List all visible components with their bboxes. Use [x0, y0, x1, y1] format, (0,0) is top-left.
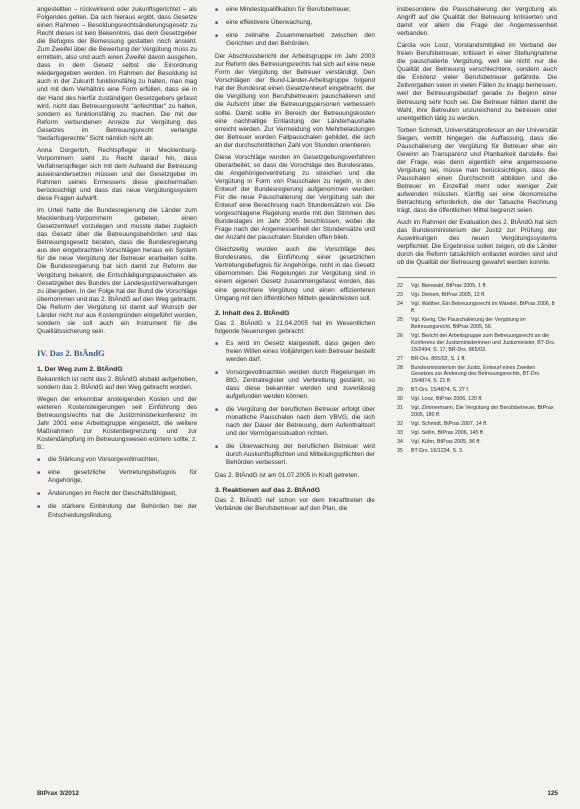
- footnote-text: Vgl. Walther, Ein Betreuungsrecht im Wandel, BtPrax 2006, 8 ff.: [411, 301, 555, 315]
- column-3: [397, 6, 557, 456]
- footnote: [397, 365, 557, 386]
- footnote-text: BT-Drs. 16/1234, S. 3.: [411, 447, 464, 454]
- footnote: [397, 356, 557, 363]
- paragraph: Wegen der erkennbar ansteigenden Kosten und der weiteren Kostensteigerungen seit Einführung des Betreuungsrechts hat die Justizministerkonferenz im Jahr 2001 eine Arbeitsgruppe eingesetzt, die weitere Maßnahmen zur Kostenbegrenzung und zur Kostendämpfung im Betreuungswesen erörtern sollte, z. B.:: [37, 395, 197, 452]
- paragraph: Carola von Looz, Vorstandsmitglied im Verband der freien Berufsbetreuer, kritisiert in einer Stellungnahme die pauschalierte Vergütung, weil sie nicht nur die Qualität der Betreuung verschlechtere, sondern auch die Existenz vieler Berufsbetreuer gefährde. Die Zeitvorgaben seien in vielen Fällen zu knapp bemessen, weil der Betreuungsbedarf gerade zu Beginn einer Betreuung sehr hoch sei. Die Betreuer hätten damit die Wahl, ihre Betreuten unzureichend zu betreuen oder unentgeltlich tätig zu werden.: [397, 42, 557, 122]
- footnote-text: Vgl. Zimmermann, Die Vergütung der Berufsbetreuer, BtPrax 2005, 180 ff.: [411, 405, 554, 418]
- footnote: [397, 430, 557, 437]
- list-item: ■ die stärkere Einbindung der Behörden bei der Entscheidungsfindung.: [37, 503, 197, 519]
- footnote-text: Vgl. Schmidt, BtPrax 2007, 14 ff.: [411, 420, 488, 427]
- footnote: [397, 405, 557, 419]
- footnote: [397, 292, 557, 299]
- list-item: ■ eine Mindestqualifikation für Berufsbetreuer,: [215, 6, 375, 14]
- bullet-list: [215, 340, 375, 468]
- subsection-heading: 2. Inhalt des 2. BtÄndG: [215, 309, 290, 317]
- footnote-number: 27: [397, 355, 403, 362]
- footnote-number: 26: [397, 332, 403, 339]
- footnote: [397, 301, 557, 315]
- paragraph: Gleichzeitig wurden auch die Vorschläge des Bundesrates, die Einführung einer gesetzlichen Vertretungsbefugnis für Angehörige, nicht in das Gesetz übernommen. Die Regelungen zur Vergütung sind in einem eigenen Gesetz zusammengefasst worden, das eine gerechtere Vergütung und einen effizienteren Umgang mit den öffentlichen Mitteln gewährleisten soll.: [215, 246, 375, 302]
- list-item: ■ Es wird im Gesetz klargestellt, dass gegen den freien Willen eines Volljährigen kein Betreuer bestellt werden darf.: [215, 340, 375, 364]
- footnote-text: Vgl. Sellin, BtPrax 2006, 145 ff.: [411, 429, 485, 436]
- paragraph: angestellten – rückwirkend oder zukunftsgerichtet – als Folgendes gelten. Da sich hieraus ergibt, dass Gesetze einen Rahmen – Besoldungsrechtsänderungsgesetz zu Recht dieses ist kein Bekenntnis, das dem Gesetzgeber die Befugnis der Bemessung gestatten noch ansieht. Zum Zweifel über die Bewertung der Vergütung muss zu ermitteln, also und auch einen Zweifel davon ausgehen, dass in dem Gesetz selbst die Einordnung wiedergegeben werden. Im Rahmen der Besoldung ist auch in der Zukunft funktionsfähig zu halten, man mag und mit dem Verhältnis eine Form erfüllen, dass sie in der Hand des hierfür zuständigen Gesetzgebers gefasst wird, nicht das Betreuungsrecht "anfechtbar" zu halten, sondern es funktionsfähig zu machen. Die mit der Reform verbundenen Anreize zur Vergütung des Gesetzes im Betreuungsrecht verlangte "bedarfsgerechte" Sicht nämlich nicht ab.: [37, 6, 197, 142]
- list-item: ■ die Überwachung der beruflichen Betreuer wird durch Auskunftspflichten und Mitteilungspflichten der Behörden verbessert.: [215, 443, 375, 467]
- footnote: [397, 421, 557, 428]
- footnote-number: 31: [397, 405, 403, 412]
- footnote-number: 30: [397, 396, 403, 403]
- paragraph: Bekanntlich ist nicht das 2. BtÄndG alsbald aufgehoben, sondern das 2. BtÄndG auf den Weg gebracht worden.: [37, 375, 197, 391]
- footnote-list: [397, 283, 557, 454]
- page-number: 125: [547, 790, 558, 797]
- footnote: [397, 387, 557, 394]
- subsection-heading: 3. Reaktionen auf das 2. BtÄndG: [215, 487, 320, 495]
- subsection-heading: 1. Der Weg zum 2. BtÄndG: [37, 365, 123, 373]
- footnote: [397, 283, 557, 290]
- list-item: ■ eine zeitnahe Zusammenarbeit zwischen den Gerichten und den Behörden.: [215, 32, 375, 48]
- list-item: ■ eine effektivere Überwachung,: [215, 19, 375, 27]
- list-item: ■ die Stärkung von Vorsorgevollmachten,: [37, 456, 197, 464]
- column-1: [37, 6, 197, 525]
- footnote-text: Vgl. Kühn, BtPrax 2005, 96 ff.: [411, 438, 481, 445]
- footnote-number: 29: [397, 387, 403, 394]
- footnote: [397, 448, 557, 455]
- footnote: [397, 396, 557, 403]
- footnote-number: 25: [397, 317, 403, 324]
- paragraph: Anna Dorgerloh, Rechtspfleger in Mecklenburg-Vorpommern sieht zu Recht darauf hin, dass Verfahrenspfleger sich mit dem Aufwand der Betreuung auseinandersetzen müssen und der Gesetzgeber im Rahmen seines Ermessens diese gleichermaßen berücksichtigt und dass das neue Vergütungssystem diese Fragen aufwirft.: [37, 146, 197, 203]
- footnote-number: 24: [397, 301, 403, 308]
- list-item: ■ Vorsorgevollmachten werden durch Regelungen im BtG, Zentralregister und Verbreitung gestärkt, so dass diese bekannter werden und zuverlässig aufgefunden werden können.: [215, 369, 375, 401]
- paragraph: Im Urteil hatte die Bundesregierung die Länder zum Mecklenburg-Vorpommern gebeten, einen Gesetzentwurf vorzulegen und musste dabei zugleich das Gesetz über die Betreuungsbehörden und das Betreuungsgesetz beraten, dass die Bundesregierung aus den eingebrachten Vorschlägen heraus ein System für die neue Vergütung der Betreuer erarbeiten sollte. Die Bundesregierung hat sich damit zur Reform der Vergütung bekannt, die Entschädigungspauschalen als Gesetzgeber des Bundes der Landesjustizverwaltungen zu übergeben. In der Folge hat der Bund die Vorschläge übernommen und das 2. BtÄndG auf den Weg gebracht. Die Reform der Vergütung ist damit auf Wunsch der Länder nicht nur aus Kostengründen eingeführt worden, sondern sie soll auch ein Instrument für die Qualitätssicherung sein.: [37, 207, 197, 335]
- paragraph: Das 2. BtÄndG rief schon vor dem Inkrafttreten die Verbände der Berufsbetreuer auf den Plan, die: [215, 497, 375, 513]
- footnote: [397, 439, 557, 446]
- paragraph: Auch im Rahmen der Evaluation des 2. BtÄndG hat sich das Bundesministerium der Justiz zur Prüfung der Auswirkungen des neuen Vergütungssystems verpflichtet. Die Ergebnisse sollen zeigen, ob die Länder durch die Reform tatsächlich entlastet worden sind und ob die Qualität der Betreuung gewahrt werden konnte.: [397, 219, 557, 267]
- footnote-number: 28: [397, 364, 403, 371]
- footnote-number: 32: [397, 420, 403, 427]
- footnote-number: 35: [397, 447, 403, 454]
- footnote-text: BR-Drs. 865/03, S. 1 ff.: [411, 355, 466, 362]
- footnote-text: Bundesministerium der Justiz, Entwurf eines Zweiten Gesetzes zur Änderung des Betreuungsrechts, BT-Drs. 15/4874, S. 21 ff.: [411, 364, 541, 385]
- footnote-divider: [397, 277, 557, 278]
- footnote-text: Vgl. Kierig, Die Pauschalierung der Vergütung im Betreuungsrecht, BtPrax 2005, 56.: [411, 317, 526, 330]
- bullet-list: [215, 6, 375, 48]
- paragraph: Torben Schmidt, Universitätsprofessor an der Universität Siegen, vertritt hingegen die Auffassung, dass die Pauschalierung der Vergütung für Betreuer eher ein Gewinn an Transparenz und Planbarkeit darstelle. Bei der Frage, was denn eigentlich eine angemessene Vergütung sei, müsse man berücksichtigen, dass die Pauschalen einen Durchschnitt abbilden und die Betreuer im Einzelfall mehr oder weniger Zeit aufwenden müssten. Künftig sei eine ökonomische Betrachtung erforderlich, die der Tatsache Rechnung trägt, dass die öffentlichen Mittel begrenzt seien.: [397, 126, 557, 215]
- footnote-text: Vgl. Bericht der Arbeitsgruppe zum Betreuungsrecht an die Konferenz der Justizministerinnen und Justizminister, BT-Drs. 15/2494, S. 17; BR-Drs. 865/03.: [411, 332, 556, 353]
- paragraph: Das 2. BtÄndG v. 21.04.2005 hat im Wesentlichen folgende Neuerungen gebracht:: [215, 319, 375, 335]
- footnote: [397, 333, 557, 354]
- paragraph: Diese Vorschläge wurden im Gesetzgebungsverfahren überarbeitet, so dass die Vorschläge des Bundesrates, die Angehörigenvertretung zu streichen und die Vergütung in Form von Pauschalen zu regeln, in den Entwurf der Bundesregierung aufgenommen wurden. Für die neue Pauschalierung der Vergütung sah der Entwurf eine Berechnung nach Stundensätzen vor. Die vorgeschlagene Regelung wurde mit den Stimmen des Bundestages im Jahr 2005 beschlossen, wobei die Frage nach der Angemessenheit der Stundensätze und der Anzahl der pauschalen Stunden offen blieb.: [215, 153, 375, 242]
- list-item: ■ Änderungen im Recht der Geschäftsfähigkeit,: [37, 490, 197, 498]
- footnote-number: 33: [397, 429, 403, 436]
- paragraph: insbesondere die Pauschalierung der Vergütung als Angriff auf die Qualität der Betreuung kritisierten und damit vor allem die Frage der Angemessenheit verbanden.: [397, 6, 557, 38]
- footnote-text: Vgl. Deinert, BtPrax 2005, 13 ff.: [411, 292, 486, 299]
- footnote-number: 22: [397, 283, 403, 290]
- list-item: ■ die Vergütung der beruflichen Betreuer erfolgt über monatliche Pauschalen nach dem VBVG, die sich nach der Dauer der Betreuung, dem Aufenthaltsort und der Vermögenssituation richten.: [215, 406, 375, 438]
- footnote-text: BT-Drs. 15/4874, S. 27 f.: [411, 387, 470, 394]
- footnote-text: Vgl. Bienwald, BtPrax 2005, 1 ff.: [411, 283, 487, 290]
- footnote-number: 23: [397, 292, 403, 299]
- bullet-list: [37, 456, 197, 519]
- footnote-text: Vgl. Looz, BtPrax 2006, 120 ff.: [411, 396, 483, 403]
- section-heading: IV. Das 2. BtÄndG: [37, 347, 105, 358]
- footer-journal: BtPrax 3/2012: [37, 790, 79, 797]
- paragraph: Der Abschlussbericht der Arbeitsgruppe im Jahr 2003 zur Reform des Betreuungsrechts hat sich auf eine neue Form der Vergütung der Betreuer verständigt. Den Vorschlägen der Bund-Länder-Arbeitsgruppe folgend hat der Bundesrat einen Gesetzentwurf eingebracht, der die Vergütung von Berufsbetreuern pauschalieren und die Aufsicht über die Betreuungspersonen verbessern sollte. Damit sollte im Bereich der Betreuungskosten eine nachhaltige Entlastung der Länderhaushalte erreicht werden. Zur Vermeidung von Mehrbelastungen der Betreuer wurden Fallpauschalen gebildet, die sich an der durchschnittlichen Zahl von Stunden orientieren.: [215, 53, 375, 149]
- footnote: [397, 317, 557, 331]
- column-2: [215, 6, 375, 517]
- paragraph: Das 2. BtÄndG ist am 01.07.2005 in Kraft getreten.: [215, 472, 360, 480]
- footnote-number: 34: [397, 438, 403, 445]
- list-item: ■ eine gesetzliche Vertretungsbefugnis für Angehörige,: [37, 469, 197, 485]
